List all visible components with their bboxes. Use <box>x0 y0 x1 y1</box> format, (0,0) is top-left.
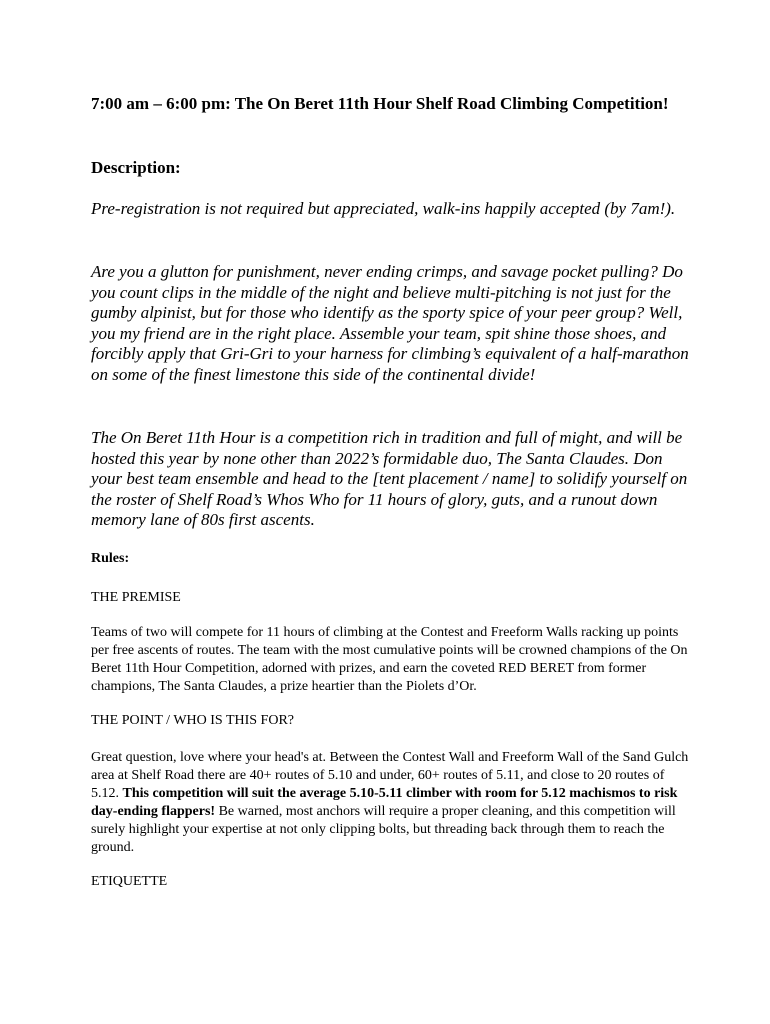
point-text-warning: Be warned, most anchors will require a proper cleaning, and this competition will surely highlight your expertise at not only clipping bolts, but threading back through them to reach the ground. <box>91 804 676 855</box>
point-text-intro: Great question, love where your head's at. Between the Contest Wall and Freeform Wall of the Sand Gulch area at Shelf Road there are 40+ routes of 5.10 and under, 60+ routes of 5.11, and close to 20 routes of 5.12. <box>91 750 689 801</box>
point-text-highlight: This competition will suit the average 5.10-5.11 climber with room for 5.12 machismos to risk day-ending flappers! <box>91 786 678 819</box>
rules-heading: Rules: <box>91 551 130 566</box>
event-title: 7:00 am – 6:00 pm: The On Beret 11th Hour Shelf Road Climbing Competition! <box>91 94 669 113</box>
description-paragraph-registration: Pre-registration is not required but appreciated, walk-ins happily accepted (by 7am!). <box>91 199 676 218</box>
etiquette-heading: ETIQUETTE <box>91 874 168 889</box>
point-text <box>91 749 691 857</box>
description-paragraph-pitch: Are you a glutton for punishment, never ending crimps, and savage pocket pulling? Do you count clips in the middle of the night and believe multi-pitching is not just for the gumby alpinist, but for those who identify as the sporty spice of your peer group? Well, you my friend are in the right place. Assemble your team, spit shine those shoes, and forcibly apply that Gri-Gri to your harness for climbing’s equivalent of a half-marathon on some of the finest limestone this side of the continental divide! <box>91 262 689 384</box>
point-heading: THE POINT / WHO IS THIS FOR? <box>91 713 295 728</box>
premise-heading: THE PREMISE <box>91 590 181 605</box>
description-paragraph-tradition: The On Beret 11th Hour is a competition rich in tradition and full of might, and will be hosted this year by none other than 2022’s formidable duo, The Santa Claudes. Don your best team ensemble and head to the [tent placement / name] to solidify yourself on the roster of Shelf Road’s Whos Who for 11 hours of glory, guts, and a runout down memory lane of 80s first ascents. <box>91 428 688 530</box>
description-heading: Description: <box>91 158 181 177</box>
premise-text: Teams of two will compete for 11 hours of climbing at the Contest and Freeform Walls racking up points per free ascents of routes. The team with the most cumulative points will be crowned champions of the On Beret 11th Hour Competition, adorned with prizes, and earn the coveted RED BERET from former champions, The Santa Claudes, a prize heartier than the Piolets d’Or. <box>91 625 688 694</box>
